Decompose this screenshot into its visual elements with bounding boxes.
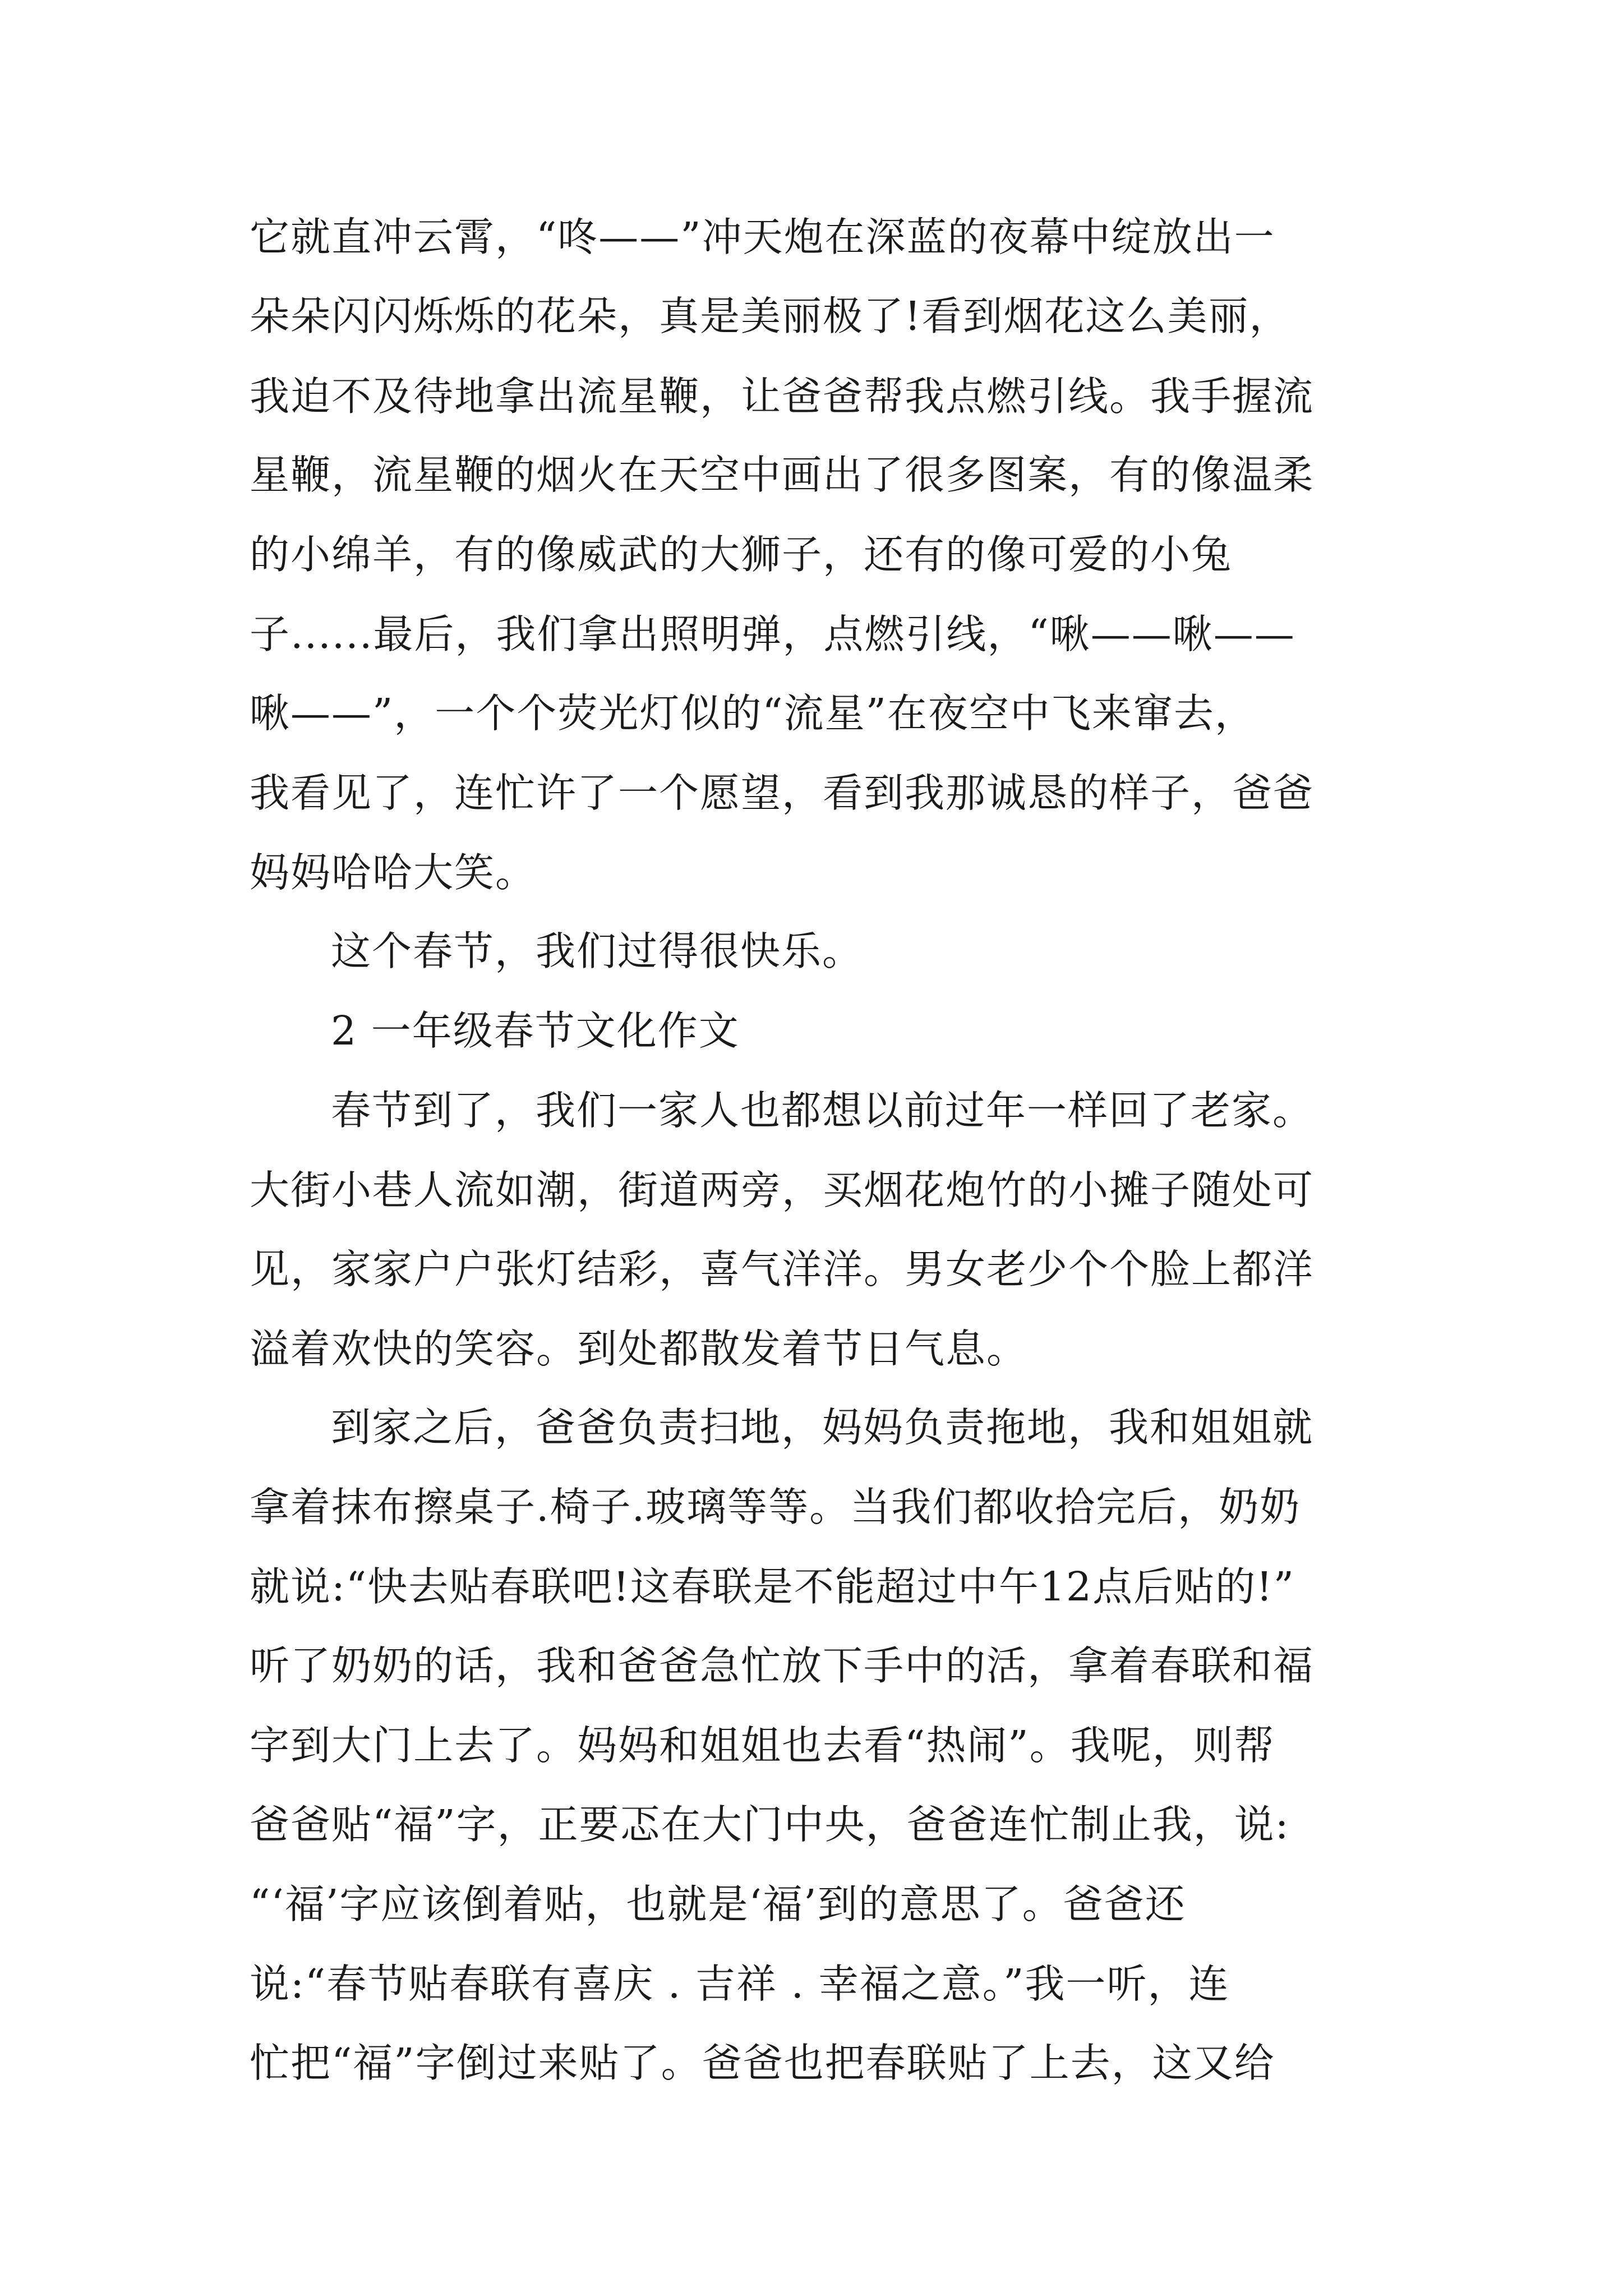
text-line: 见，家家户户张灯结彩，喜气洋洋。男女老少个个脸上都洋 (250, 1246, 1315, 1292)
text-line: 啾——”，一个个荧光灯似的“流星”在夜空中飞来窜去， (250, 690, 1256, 737)
text-line: 我迫不及待地拿出流星鞭，让爸爸帮我点燃引线。我手握流 (250, 373, 1315, 420)
text-line: “‘福’字应该倒着贴，也就是‘福’到的意思了。爸爸还 (250, 1881, 1186, 1927)
text-line: 字到大门上去了。妈妈和姐姐也去看“热闹”。我呢，则帮 (250, 1722, 1275, 1769)
text-line: 我看见了，连忙许了一个愿望，看到我那诚恳的样子，爸爸 (250, 770, 1315, 816)
text-line: 说:“春节贴春联有喜庆 . 吉祥 . 幸福之意。”我一听，连 (250, 1961, 1230, 2007)
text-line: 听了奶奶的话，我和爸爸急忙放下手中的活，拿着春联和福 (250, 1642, 1315, 1689)
text-line: 它就直冲云霄，“咚——”冲天炮在深蓝的夜幕中绽放出一 (250, 214, 1275, 260)
text-line: 大街小巷人流如潮，街道两旁，买烟花炮竹的小摊子随处可 (250, 1167, 1315, 1213)
paragraph-line: 这个春节，我们过得很快乐。 (331, 928, 864, 974)
text-line: 忙把“福”字倒过来贴了。爸爸也把春联贴了上去，这又给 (250, 2040, 1275, 2086)
text-line: 的小绵羊，有的像威武的大狮子，还有的像可爱的小兔 (250, 531, 1233, 578)
text-line: 溢着欢快的笑容。到处都散发着节日气息。 (250, 1326, 1028, 1372)
text-line: 爸爸贴“福”字，正要忑在大门中央，爸爸连忙制止我，说: (250, 1801, 1290, 1848)
paragraph-line: 到家之后，爸爸负责扫地，妈妈负责拖地，我和姐姐就 (331, 1404, 1314, 1451)
text-line: 拿着抹布擦桌子.椅子.玻璃等等。当我们都收拾完后，奶奶 (250, 1484, 1301, 1530)
text-line: 朵朵闪闪烁烁的花朵，真是美丽极了!看到烟花这么美丽， (250, 293, 1290, 339)
text-line: 星鞭，流星鞭的烟火在天空中画出了很多图案，有的像温柔 (250, 452, 1315, 498)
text-line: 子......最后，我们拿出照明弹，点燃引线，“啾——啾—— (250, 611, 1295, 657)
text-line: 就说:“快去贴春联吧!这春联是不能超过中午12点后贴的!” (250, 1563, 1295, 1610)
paragraph-line: 春节到了，我们一家人也都想以前过年一样回了老家。 (331, 1087, 1314, 1134)
text-line: 妈妈哈哈大笑。 (250, 849, 537, 896)
section-heading: 2 一年级春节文化作文 (331, 1007, 740, 1054)
